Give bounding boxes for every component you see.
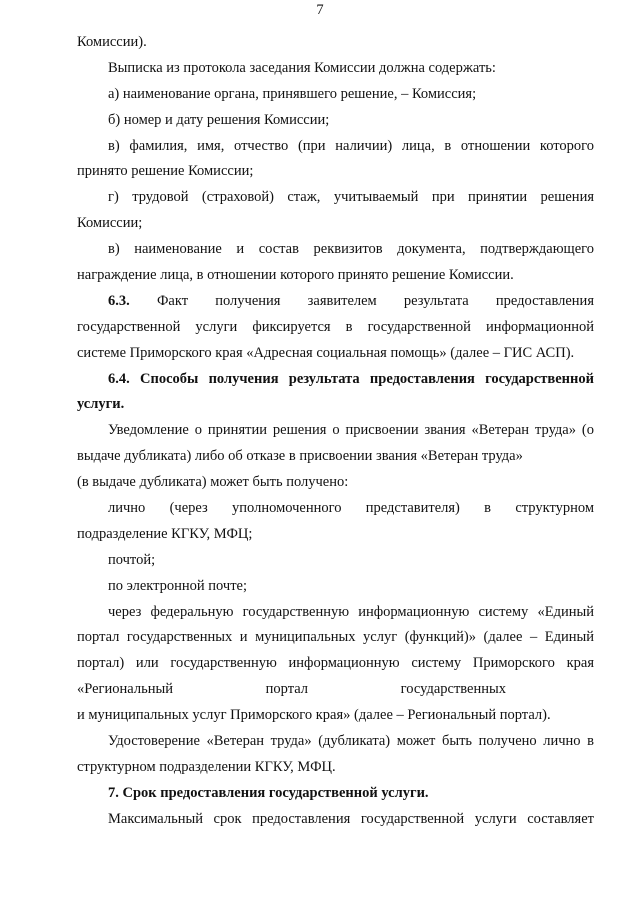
text-line: Удостоверение «Ветеран труда» (дубликата) может быть получено лично в (108, 733, 594, 750)
text-line: государственной услуги фиксируется в государственной информационной (77, 318, 594, 335)
list-item-v: в) фамилия, имя, отчество (при наличии) лица, в отношении которого (108, 137, 594, 154)
page-number: 7 (316, 2, 324, 18)
list-item: через федеральную государственную информационную систему «Единый (108, 603, 594, 620)
list-item-g: г) трудовой (страховой) стаж, учитываемый при принятии решения (108, 189, 594, 206)
list-item: лично (через уполномоченного представителя) в структурном (108, 500, 594, 517)
text-line: портал государственных и муниципальных услуг (функций)» (далее – Единый (77, 629, 594, 646)
section-number: 6.3. (108, 292, 130, 309)
text-line: Выписка из протокола заседания Комиссии должна содержать: (108, 59, 496, 76)
text-line: принято решение Комиссии; (77, 163, 254, 180)
text-line: Максимальный срок предоставления государственной услуги составляет (108, 810, 594, 827)
text-line: Уведомление о принятии решения о присвоении звания «Ветеран труда» (о (108, 422, 594, 439)
section-text: Факт получения заявителем результата предоставления (129, 292, 594, 309)
text-line: выдаче дубликата) либо об отказе в присвоении звания «Ветеран труда» (77, 448, 523, 465)
section-6-4-heading: 6.4. Способы получения результата предоставления государственной (108, 370, 594, 387)
text-line: и муниципальных услуг Приморского края» (далее – Региональный портал). (77, 707, 551, 724)
text-line: структурном подразделении КГКУ, МФЦ. (77, 758, 336, 775)
text-line: награждение лица, в отношении которого принято решение Комиссии. (77, 267, 514, 284)
text-line: (в выдаче дубликата) может быть получено: (77, 474, 349, 491)
list-item-v2: в) наименование и состав реквизитов документа, подтверждающего (108, 241, 594, 258)
list-item-a: а) наименование органа, принявшего решение, – Комиссия; (108, 85, 477, 102)
text-line: «Региональный портал государственных (77, 681, 506, 698)
section-6-3-line (77, 289, 594, 315)
text-line: портал) или государственную информационную систему Приморского края (77, 655, 594, 672)
text-line: подразделение КГКУ, МФЦ; (77, 525, 253, 542)
text-line: Комиссии; (77, 215, 143, 232)
list-item-b: б) номер и дату решения Комиссии; (108, 111, 330, 128)
list-item: по электронной почте; (108, 577, 248, 594)
section-6-4-heading-cont: услуги. (77, 396, 125, 413)
document-body (77, 30, 594, 833)
list-item: почтой; (108, 551, 156, 568)
section-7-heading: 7. Срок предоставления государственной услуги. (108, 784, 429, 801)
text-line: Комиссии). (77, 34, 147, 50)
text-line: системе Приморского края «Адресная социальная помощь» (далее – ГИС АСП). (77, 344, 575, 361)
